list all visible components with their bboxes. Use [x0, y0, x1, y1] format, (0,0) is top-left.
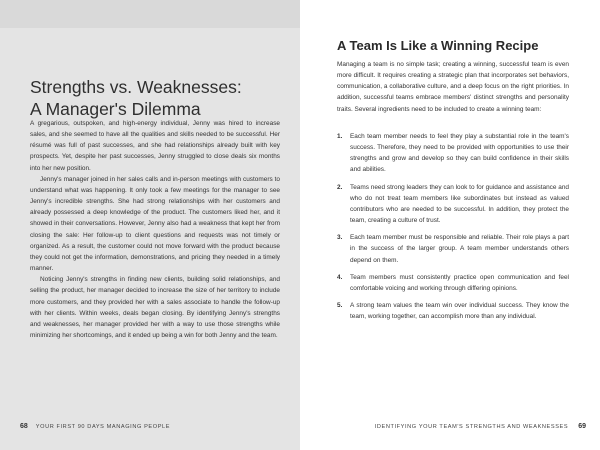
- left-page-footer: [20, 423, 170, 430]
- sidebar-title-line-2: A Manager's Dilemma: [30, 99, 201, 119]
- list-item-number: 5.: [337, 302, 343, 310]
- right-page-number: 69: [578, 423, 586, 430]
- list-item-text: Teams need strong leaders they can look to for guidance and assistance and who do not treat team members like subordinates but instead as valued contributors who are needed to be successful. In addition, they protect the team, creating a culture of trust.: [350, 183, 570, 225]
- list-item-number: 4.: [337, 273, 343, 281]
- sidebar-paragraph-2: Jenny's manager joined in her sales calls and in-person meetings with customers to understand what was happening. It only took a few meetings for the manager to see Jenny's incredible strengths. She had strong relationships with her customers and already possessed a deep knowledge of the product. The customers liked her, and it showed in their conversations. However, Jenny also had a weakness that kept her from closing the sale: Her follow-up to client questions and requests was not timely or organized. As a result, the customer could not move forward with the product because they could not get the information, demonstrations, and pricing they needed in a timely manner.: [30, 175, 280, 273]
- left-page-top-band: [0, 0, 300, 28]
- section-intro: [337, 59, 569, 115]
- list-item-number: 1.: [337, 133, 343, 140]
- list-item-text: Each team member must be responsible and reliable. Their role plays a part in the success of the larger group. A team member understands others depend on them.: [350, 234, 569, 264]
- sidebar-paragraph-1: A gregarious, outspoken, and high-energy individual, Jenny was hired to increase sales, and she seemed to have all the qualities and skills needed to be successful. Her résumé was full of past successes, and she had relationships already built with key prospects. Yet, despite her past successes, Jenny struggled to close deals six months into her new position.: [30, 120, 280, 172]
- sidebar-paragraph-3: Noticing Jenny's strengths in finding new clients, building solid relationships, and selling the product, her manager decided to increase the size of her territory to include more customers, and they provided her with a sales associate to handle the follow-up with her clients. Within weeks, deals began closing. By identifying Jenny's strengths and weaknesses, her manager provided her with a way to use those strengths while minimizing her shortcomings, and it ended up being a win for both Jenny and the team.: [30, 276, 280, 339]
- ingredient-list: [337, 131, 569, 328]
- intro-paragraph: Managing a team is no simple task; creating a winning, successful team is even more difficult. It requires creating a strategic plan that incorporates set behaviors, communication, a collaborative culture, and a deep focus on the right priorities. In addition, successful teams embrace members' distinct strengths and personality traits. Several ingredients need to be included to create a winning team:: [337, 61, 569, 113]
- section-title: A Team Is Like a Winning Recipe: [337, 38, 539, 53]
- right-running-head: IDENTIFYING YOUR TEAM'S STRENGTHS AND WEAKNESSES: [374, 424, 569, 430]
- list-item: [337, 182, 569, 227]
- sidebar-body: [30, 118, 280, 341]
- list-item: [337, 131, 569, 176]
- sidebar-title: [30, 76, 280, 120]
- list-item-text: A strong team values the team win over individual success. They know the team, working together, can accomplish more than any individual.: [350, 302, 569, 321]
- list-item: [337, 272, 569, 294]
- list-item-text: Team members must consistently practice open communication and feel comfortable voicing and working through differing opinions.: [350, 273, 569, 292]
- right-page-footer: [375, 423, 586, 430]
- list-item-text: Each team member needs to feel they play a substantial role in the team's success. Therefore, they need to be provided with opportunities to use their strengths and grow and develop so they can build confidence in their skills and abilities.: [350, 133, 569, 174]
- left-page-number: 68: [20, 423, 28, 430]
- left-running-head: YOUR FIRST 90 DAYS MANAGING PEOPLE: [35, 424, 171, 430]
- list-item: [337, 232, 569, 265]
- list-item: [337, 300, 569, 322]
- list-item-number: 3.: [337, 234, 343, 242]
- list-item-number: 2.: [337, 183, 343, 191]
- sidebar-title-line-1: Strengths vs. Weaknesses:: [30, 77, 242, 97]
